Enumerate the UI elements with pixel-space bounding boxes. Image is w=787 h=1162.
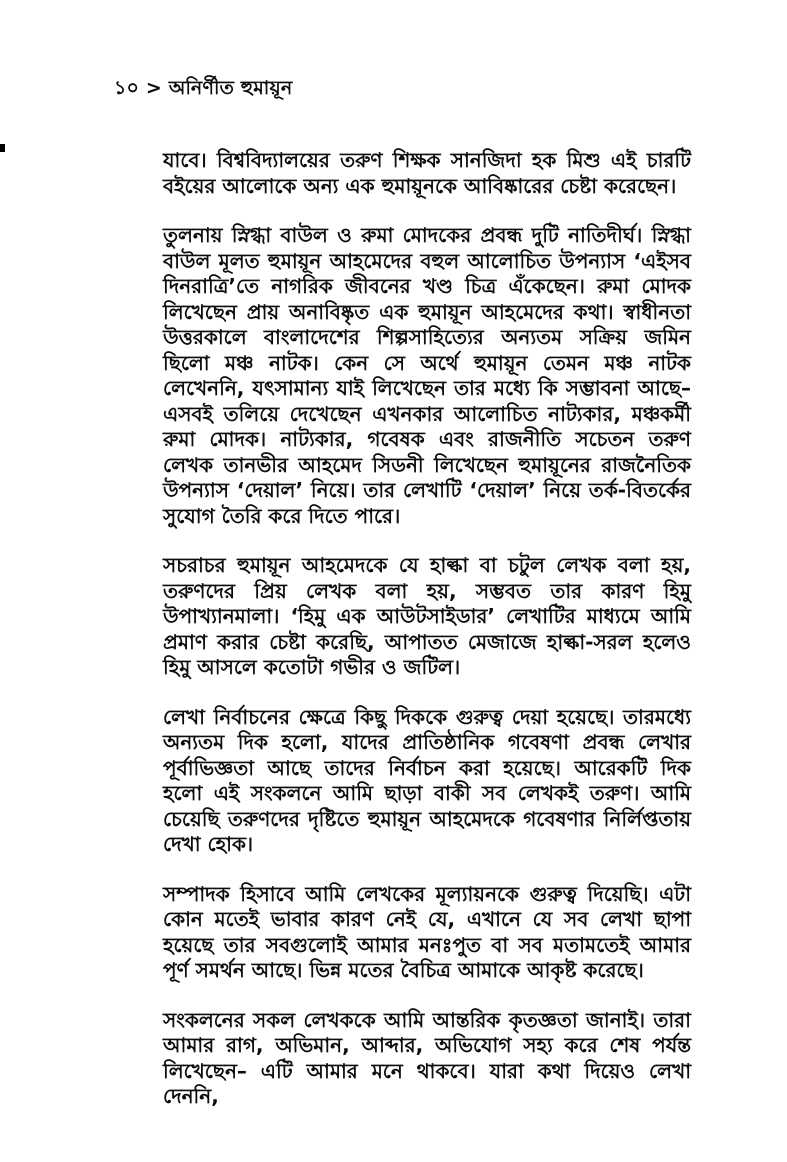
running-head: ১০ > অনির্ণীত হুমায়ূন	[114, 77, 293, 99]
paragraph-1: যাবে। বিশ্ববিদ্যালয়ের তরুণ শিক্ষক সানজিদা হক মিশু এই চারটি বইয়ের আলোকে অন্য এক হুমায়ূনকে আবিষ্কারের চেষ্টা করেছেন।	[163, 148, 691, 198]
paragraph-5: সম্পাদক হিসাবে আমি লেখকের মূল্যায়নকে গুরুত্ব দিয়েছি। এটা কোন মতেই ভাবার কারণ নেই যে, এখানে যে সব লেখা ছাপা হয়েছে তার সবগুলোই আমার মনঃপুত বা সব মতামতেই আমার পূর্ণ সমর্থন আছে। ভিন্ন মতের বৈচিত্র আমাকে আকৃষ্ট করেছে।	[163, 881, 691, 982]
paragraph-6: সংকলনের সকল লেখককে আমি আন্তরিক কৃতজ্ঞতা জানাই। তারা আমার রাগ, অভিমান, আব্দার, অভিযোগ সহ্য করে শেষ পর্যন্ত লিখেছেন– এটি আমার মনে থাকবে। যারা কথা দিয়েও লেখা দেননি,	[163, 1007, 691, 1108]
body-text-column	[163, 148, 691, 1134]
paragraph-3: সচরাচর হুমায়ূন আহমেদকে যে হাল্কা বা চটুল লেখক বলা হয়, তরুণদের প্রিয় লেখক বলা হয়, সম্ভবত তার কারণ হিমু উপাখ্যানমালা। ‘হিমু এক আউটসাইডার’ লেখাটির মাধ্যমে আমি প্রমাণ করার চেষ্টা করেছি, আপাতত মেজাজে হাল্কা-সরল হলেও হিমু আসলে কতোটা গভীর ও জটিল।	[163, 553, 691, 679]
scan-artifact-mark	[0, 144, 5, 152]
paragraph-2: তুলনায় স্নিগ্ধা বাউল ও রুমা মোদকের প্রবন্ধ দুটি নাতিদীর্ঘ। স্নিগ্ধা বাউল মূলত হুমায়ূন আহমেদের বহুল আলোচিত উপন্যাস ‘এইসব দিনরাত্রি’তে নাগরিক জীবনের খণ্ড চিত্র এঁকেছেন। রুমা মোদক লিখেছেন প্রায় অনাবিষ্কৃত এক হুমায়ূন আহমেদের কথা। স্বাধীনতা উত্তরকালে বাংলাদেশের শিল্পসাহিত্যের অন্যতম সক্রিয় জমিন ছিলো মঞ্চ নাটক। কেন সে অর্থে হুমায়ূন তেমন মঞ্চ নাটক লেখেননি, যৎসামান্য যাই লিখেছেন তার মধ্যে কি সম্ভাবনা আছে– এসবই তলিয়ে দেখেছেন এখনকার আলোচিত নাট্যকার, মঞ্চকর্মী রুমা মোদক। নাট্যকার, গবেষক এবং রাজনীতি সচেতন তরুণ লেখক তানভীর আহমেদ সিডনী লিখেছেন হুমায়ূনের রাজনৈতিক উপন্যাস ‘দেয়াল’ নিয়ে। তার লেখাটি ‘দেয়াল’ নিয়ে তর্ক-বিতর্কের সুযোগ তৈরি করে দিতে পারে।	[163, 223, 691, 528]
paragraph-4: লেখা নির্বাচনের ক্ষেত্রে কিছু দিককে গুরুত্ব দেয়া হয়েছে। তারমধ্যে অন্যতম দিক হলো, যাদের প্রাতিষ্ঠানিক গবেষণা প্রবন্ধ লেখার পূর্বাভিজ্ঞতা আছে তাদের নির্বাচন করা হয়েছে। আরেকটি দিক হলো এই সংকলনে আমি ছাড়া বাকী সব লেখকই তরুণ। আমি চেয়েছি তরুণদের দৃষ্টিতে হুমায়ূন আহমেদকে গবেষণার নির্লিপ্ততায় দেখা হোক।	[163, 704, 691, 856]
